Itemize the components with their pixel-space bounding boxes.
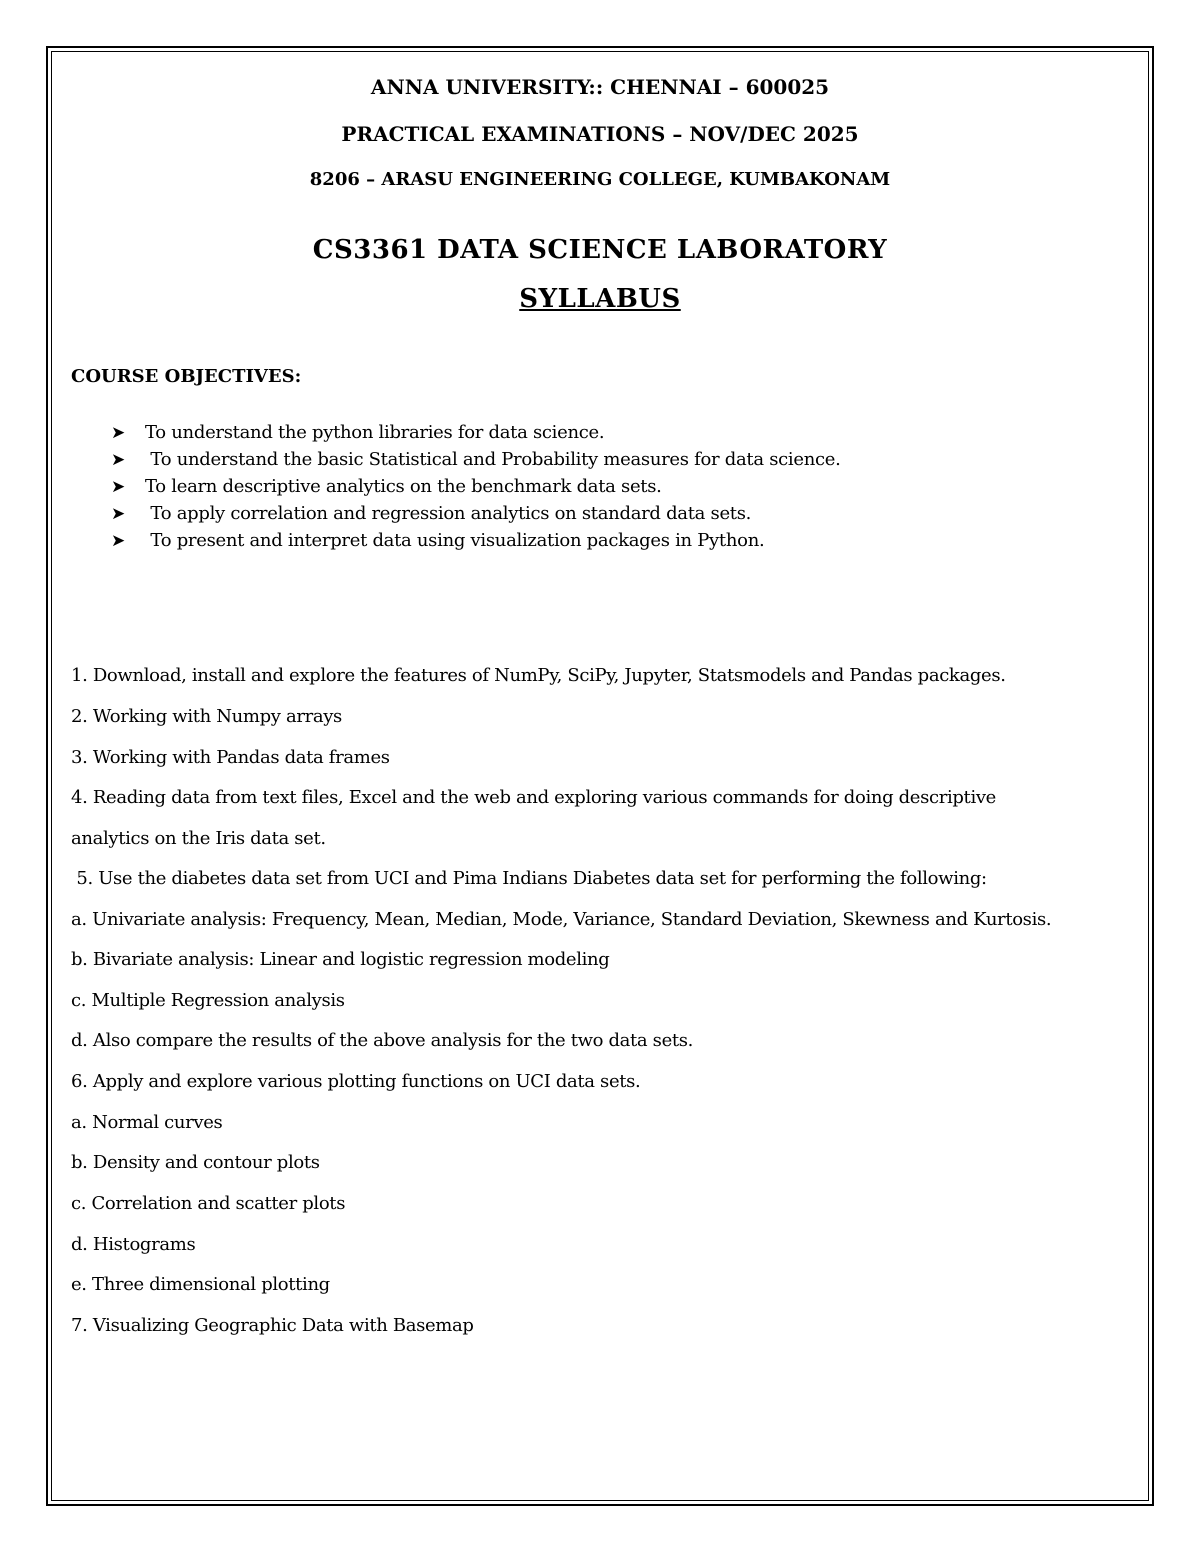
syllabus-item: d. Also compare the results of the above analysis for the two data sets. xyxy=(71,1030,694,1051)
arrowhead-bullet-icon: ➤ xyxy=(111,504,125,524)
arrowhead-bullet-icon: ➤ xyxy=(111,477,125,497)
syllabus-item: c. Correlation and scatter plots xyxy=(71,1193,346,1214)
syllabus-title xyxy=(0,284,1200,314)
syllabus-item: 3. Working with Pandas data frames xyxy=(71,747,390,768)
syllabus-item: 2. Working with Numpy arrays xyxy=(71,706,342,727)
arrowhead-bullet-icon: ➤ xyxy=(111,531,125,551)
syllabus-item: 5. Use the diabetes data set from UCI and Pima Indians Diabetes data set for performing the following: xyxy=(71,868,987,889)
course-title: CS3361 DATA SCIENCE LABORATORY xyxy=(312,235,888,265)
objective-item: ➤ To learn descriptive analytics on the benchmark data sets. xyxy=(111,476,662,497)
syllabus-item: 4. Reading data from text files, Excel and the web and exploring various commands for doing descriptive xyxy=(71,787,996,808)
syllabus-item: 1. Download, install and explore the features of NumPy, SciPy, Jupyter, Statsmodels and Pandas packages. xyxy=(71,665,1006,686)
college-heading: 8206 – ARASU ENGINEERING COLLEGE, KUMBAKONAM xyxy=(309,169,891,190)
syllabus-item: a. Univariate analysis: Frequency, Mean, Median, Mode, Variance, Standard Deviation, Skewness and Kurtosis. xyxy=(71,909,1052,930)
syllabus-title-text: SYLLABUS xyxy=(519,284,681,314)
objective-item: ➤ To understand the python libraries for data science. xyxy=(111,422,605,443)
objective-item: ➤ To understand the basic Statistical and Probability measures for data science. xyxy=(111,449,841,470)
syllabus-item: analytics on the Iris data set. xyxy=(71,828,326,849)
syllabus-item: b. Density and contour plots xyxy=(71,1152,320,1173)
syllabus-item: 6. Apply and explore various plotting functions on UCI data sets. xyxy=(71,1071,641,1092)
objectives-heading: COURSE OBJECTIVES: xyxy=(71,366,302,387)
syllabus-item: e. Three dimensional plotting xyxy=(71,1274,330,1295)
syllabus-item: a. Normal curves xyxy=(71,1112,223,1133)
syllabus-item: 7. Visualizing Geographic Data with Basemap xyxy=(71,1315,474,1336)
exam-heading: PRACTICAL EXAMINATIONS – NOV/DEC 2025 xyxy=(341,122,859,146)
objective-item: ➤ To apply correlation and regression analytics on standard data sets. xyxy=(111,503,752,524)
syllabus-item: b. Bivariate analysis: Linear and logistic regression modeling xyxy=(71,949,610,970)
arrowhead-bullet-icon: ➤ xyxy=(111,423,125,443)
university-heading: ANNA UNIVERSITY:: CHENNAI – 600025 xyxy=(370,75,830,99)
syllabus-item: d. Histograms xyxy=(71,1234,196,1255)
arrowhead-bullet-icon: ➤ xyxy=(111,450,125,470)
objective-item: ➤ To present and interpret data using visualization packages in Python. xyxy=(111,530,765,551)
syllabus-item: c. Multiple Regression analysis xyxy=(71,990,345,1011)
